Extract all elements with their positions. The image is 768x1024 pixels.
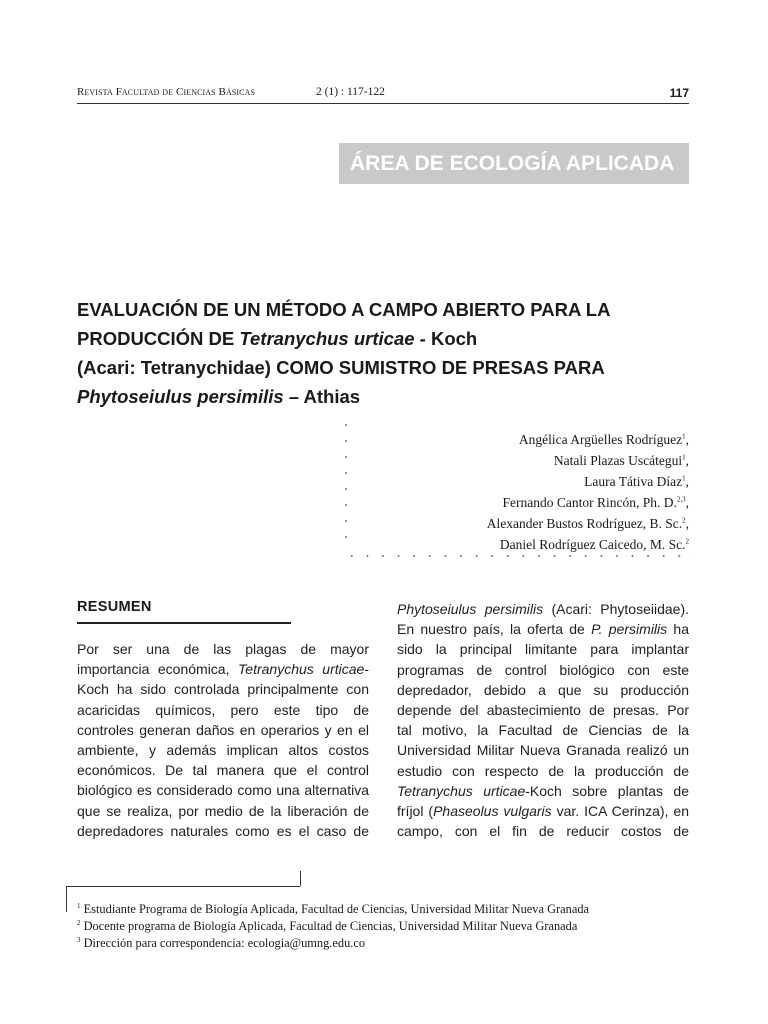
footnotes <box>77 901 589 953</box>
text-line: sido la principal limitante para implantar <box>397 641 689 658</box>
text-line: depredadores naturales como es el caso de <box>77 822 369 839</box>
author: Natali Plazas Uscátegui$^1$, <box>553 453 689 468</box>
text-line: depende del abastecimiento de presas. Por <box>397 701 689 718</box>
header-rule <box>77 103 689 104</box>
journal-name: Revista Facultad de Ciencias Básicas <box>77 86 256 98</box>
text-line: Tetranychus urticae-Koch sobre plantas de <box>397 782 689 799</box>
text-line: campo, con el fin de reducir costos de <box>397 823 689 840</box>
title-text: - Koch <box>414 328 478 349</box>
footnote: $^3$ Dirección para correspondencia: ecologia@umng.edu.co <box>77 936 366 951</box>
text-line: Por ser una de las plagas de mayor <box>77 641 369 657</box>
text-line: que se realiza, por medio de la liberación de <box>77 802 369 819</box>
text-line: biológico es considerado como una alternativa <box>77 782 369 799</box>
issue-info: 2 (1) : 117-122 <box>316 86 385 98</box>
footnote: $^2$ Docente programa de Biología Aplicada, Facultad de Ciencias, Universidad Militar Nueva Granada <box>77 919 578 934</box>
text-line: estudio con respecto de la producción de <box>397 762 689 779</box>
text-line: Koch ha sido controlada principalmente con <box>77 681 369 698</box>
article-title <box>77 295 697 411</box>
text-line: programas de control biológico con este <box>397 661 689 678</box>
title-species: Phytoseiulus persimilis <box>77 386 284 407</box>
title-text: – Athias <box>283 386 361 407</box>
footnote-rule <box>66 886 300 887</box>
text-line: En nuestro país, la oferta de P. persimilis ha <box>397 621 689 638</box>
author: Fernando Cantor Rincón, Ph. D.$^{2,3}$, <box>502 495 689 510</box>
title-text: PRODUCCIÓN DE <box>77 328 240 349</box>
text-line: controles generan daños en operarios y en el <box>77 721 369 738</box>
author-list <box>487 429 689 555</box>
footnote-bracket-tick <box>300 871 301 886</box>
abstract-heading-rule <box>77 622 291 624</box>
author: Daniel Rodríguez Caicedo, M. Sc.$^2$ <box>499 537 689 552</box>
abstract-heading: RESUMEN <box>77 599 152 615</box>
author: Angélica Argüelles Rodríguez$^1$, <box>518 432 689 447</box>
text-line: fríjol (Phaseolus vulgaris var. ICA Cerinza), en <box>397 802 689 819</box>
title-line-1: EVALUACIÓN DE UN MÉTODO A CAMPO ABIERTO PARA LA <box>77 299 611 320</box>
text-line: Phytoseiulus persimilis (Acari: Phytoseiidae). <box>397 601 689 617</box>
author: Alexander Bustos Rodríguez, B. Sc.$^2$, <box>486 516 689 531</box>
title-line-2 <box>77 324 697 353</box>
abstract-column-left <box>77 639 369 841</box>
footnote: $^1$ Estudiante Programa de Biología Aplicada, Facultad de Ciencias, Universidad Militar Nueva Granada <box>77 901 590 916</box>
text-line: depredador, debido a que su producción <box>397 681 689 698</box>
text-line: ambiente, y además implican altos costos <box>77 741 369 758</box>
title-line-4 <box>77 382 697 411</box>
author: Laura Tátiva Díaz$^1$, <box>584 474 689 489</box>
dotted-divider-vertical <box>344 417 348 547</box>
abstract-column-right <box>397 599 689 841</box>
text-line: Universidad Militar Nueva Granada realizó un <box>397 742 689 759</box>
text-line: económicos. De tal manera que el control <box>77 762 369 779</box>
section-banner: ÁREA DE ECOLOGÍA APLICADA <box>339 143 689 184</box>
title-line-3: (Acari: Tetranychidae) COMO SUMISTRO DE PRESAS PARA <box>77 357 605 378</box>
footnote-bracket <box>66 886 67 912</box>
text-line: tal motivo, la Facultad de Ciencias de la <box>397 722 689 739</box>
page-number: 117 <box>669 86 689 100</box>
text-line: acaricidas químicos, pero este tipo de <box>77 701 369 718</box>
text-line: importancia económica, Tetranychus urticae- <box>77 661 369 678</box>
title-species: Tetranychus urticae <box>239 328 415 349</box>
